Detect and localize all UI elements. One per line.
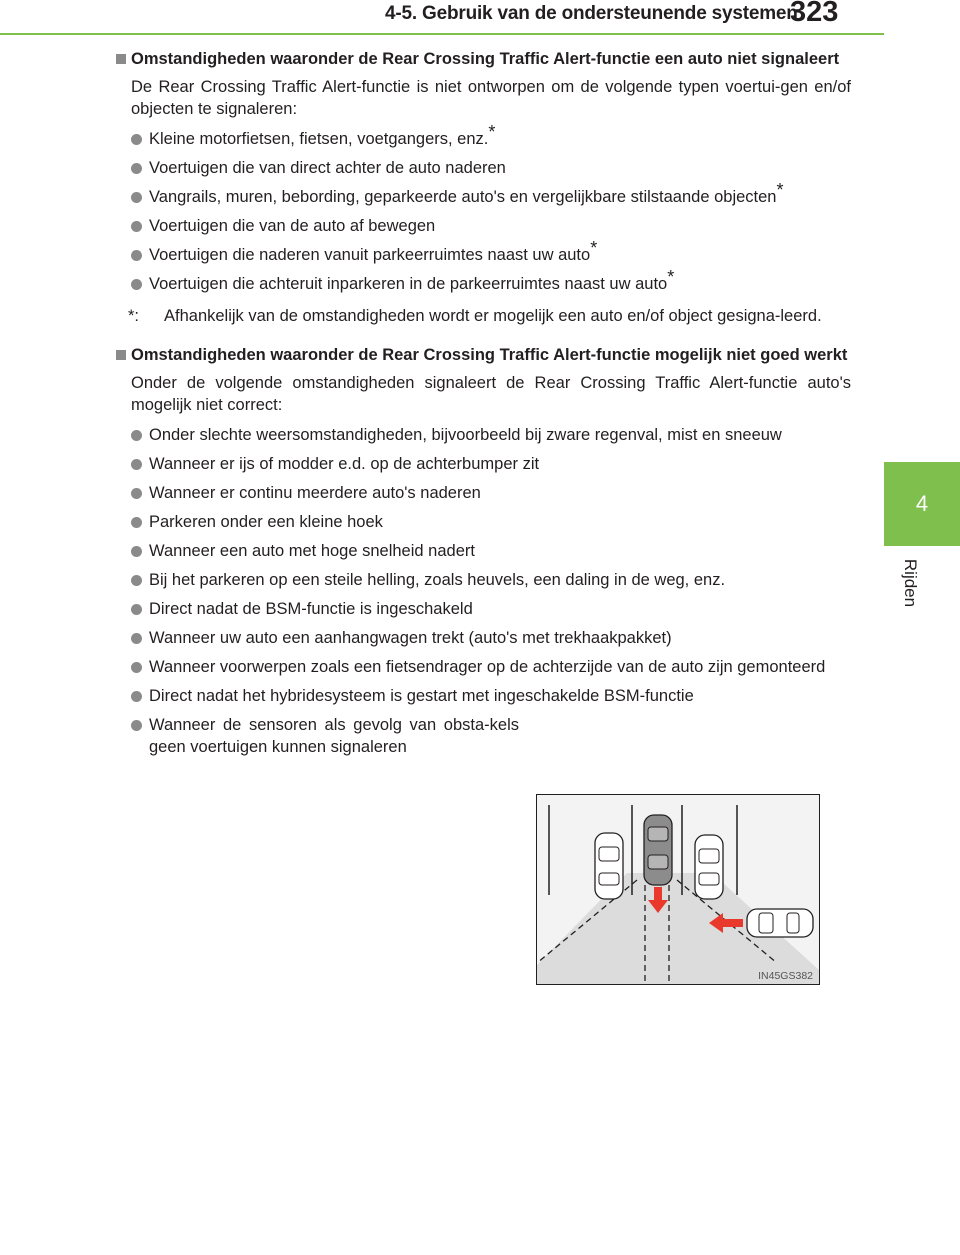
section-intro: De Rear Crossing Traffic Alert-functie is niet ontworpen om de volgende typen voertui-gen en/of objecten te signaleren: bbox=[131, 78, 851, 118]
square-bullet-icon bbox=[116, 54, 126, 64]
list-item bbox=[116, 714, 519, 758]
chapter-tab[interactable] bbox=[884, 462, 960, 546]
section-title: 4-5. Gebruik van de ondersteunende systemen bbox=[385, 3, 798, 24]
bullet-dot-icon bbox=[131, 720, 142, 731]
section-heading-text: Omstandigheden waaronder de Rear Crossing Traffic Alert-functie mogelijk niet goed werkt bbox=[131, 346, 848, 364]
list-item-text: Wanneer uw auto een aanhangwagen trekt (auto's met trekhaakpakket) bbox=[149, 629, 672, 647]
list-item bbox=[116, 656, 851, 678]
list-item bbox=[116, 627, 851, 649]
bullet-dot-icon bbox=[131, 430, 142, 441]
page-content bbox=[116, 48, 851, 765]
list-item bbox=[116, 685, 851, 707]
chapter-label-tab bbox=[880, 548, 940, 618]
bullet-dot-icon bbox=[131, 221, 142, 232]
bullet-dot-icon bbox=[131, 691, 142, 702]
bullet-dot-icon bbox=[131, 575, 142, 586]
list-item-text: Voertuigen die van de auto af bewegen bbox=[149, 217, 436, 235]
bullet-dot-icon bbox=[131, 163, 142, 174]
header-divider bbox=[0, 33, 884, 35]
bullet-dot-icon bbox=[131, 604, 142, 615]
own-car bbox=[644, 815, 672, 885]
footnote-star: * bbox=[590, 238, 598, 258]
list-item bbox=[116, 180, 851, 208]
footnote-key: *: bbox=[128, 307, 140, 325]
list-item-text: Voertuigen die van direct achter de auto naderen bbox=[149, 159, 506, 177]
list-item bbox=[116, 598, 851, 620]
list-item-text: Wanneer er ijs of modder e.d. op de achterbumper zit bbox=[149, 455, 540, 473]
section-intro: Onder de volgende omstandigheden signaleert de Rear Crossing Traffic Alert-functie auto's mogelijk niet correct: bbox=[131, 374, 851, 414]
list-item bbox=[116, 540, 851, 562]
list-item-text: Wanneer er continu meerdere auto's naderen bbox=[149, 484, 481, 502]
list-item bbox=[116, 238, 851, 266]
bullet-dot-icon bbox=[131, 517, 142, 528]
section-heading-text: Omstandigheden waaronder de Rear Crossing Traffic Alert-functie een auto niet signaleert bbox=[131, 50, 840, 68]
list-item-text: Wanneer de sensoren als gevolg van obsta-kels geen voertuigen kunnen signaleren bbox=[149, 716, 519, 756]
list-item-text: Voertuigen die naderen vanuit parkeerruimtes naast uw auto bbox=[149, 246, 591, 264]
list-item-text: Direct nadat de BSM-functie is ingeschakeld bbox=[149, 600, 473, 618]
list-item bbox=[116, 215, 851, 237]
parking-illustration bbox=[536, 794, 820, 985]
list-item bbox=[116, 122, 851, 150]
list-item-text: Kleine motorfietsen, fietsen, voetgangers, enz. bbox=[149, 130, 489, 148]
chapter-number: 4 bbox=[915, 491, 929, 516]
bullet-dot-icon bbox=[131, 279, 142, 290]
parking-scene-graphic bbox=[537, 795, 819, 984]
list-item-text: Vangrails, muren, bebording, geparkeerde auto's en vergelijkbare stilstaande objecten bbox=[149, 188, 777, 206]
footnote bbox=[116, 302, 851, 330]
bullet-dot-icon bbox=[131, 546, 142, 557]
parked-car bbox=[595, 833, 623, 899]
footnote-star: * bbox=[488, 122, 496, 142]
list-item-text: Wanneer voorwerpen zoals een fietsendrager op de achterzijde van de auto zijn gemonteerd bbox=[149, 658, 826, 676]
bullet-dot-icon bbox=[131, 250, 142, 261]
list-item-text: Direct nadat het hybridesysteem is gestart met ingeschakelde BSM-functie bbox=[149, 687, 694, 705]
list-item bbox=[116, 482, 851, 504]
bullet-dot-icon bbox=[131, 459, 142, 470]
bullet-dot-icon bbox=[131, 488, 142, 499]
footnote-text: Afhankelijk van de omstandigheden wordt er mogelijk een auto en/of object gesigna-leerd. bbox=[164, 307, 822, 325]
chapter-label: Rijden bbox=[900, 558, 920, 608]
footnote-star: * bbox=[776, 180, 784, 200]
list-item bbox=[116, 511, 851, 533]
section-heading bbox=[116, 344, 851, 366]
list-item bbox=[116, 453, 851, 475]
bullet-dot-icon bbox=[131, 633, 142, 644]
bullet-dot-icon bbox=[131, 192, 142, 203]
square-bullet-icon bbox=[116, 350, 126, 360]
list-item-text: Bij het parkeren op een steile helling, zoals heuvels, een daling in de weg, enz. bbox=[149, 571, 726, 589]
list-item-text: Onder slechte weersomstandigheden, bijvoorbeeld bij zware regenval, mist en sneeuw bbox=[149, 426, 782, 444]
list-item bbox=[116, 424, 851, 446]
list-item bbox=[116, 267, 851, 295]
bullet-dot-icon bbox=[131, 134, 142, 145]
page-number: 323 bbox=[790, 0, 839, 28]
bullet-dot-icon bbox=[131, 662, 142, 673]
list-item-text: Parkeren onder een kleine hoek bbox=[149, 513, 383, 531]
parked-car bbox=[695, 835, 723, 899]
list-item-text: Voertuigen die achteruit inparkeren in de parkeerruimtes naast uw auto bbox=[149, 275, 668, 293]
approaching-car bbox=[747, 909, 813, 937]
section-heading bbox=[116, 48, 851, 70]
list-item bbox=[116, 569, 851, 591]
list-item-text: Wanneer een auto met hoge snelheid nadert bbox=[149, 542, 475, 560]
figure-code: IN45GS382 bbox=[758, 970, 813, 982]
list-item bbox=[116, 157, 851, 179]
footnote-star: * bbox=[667, 267, 675, 287]
